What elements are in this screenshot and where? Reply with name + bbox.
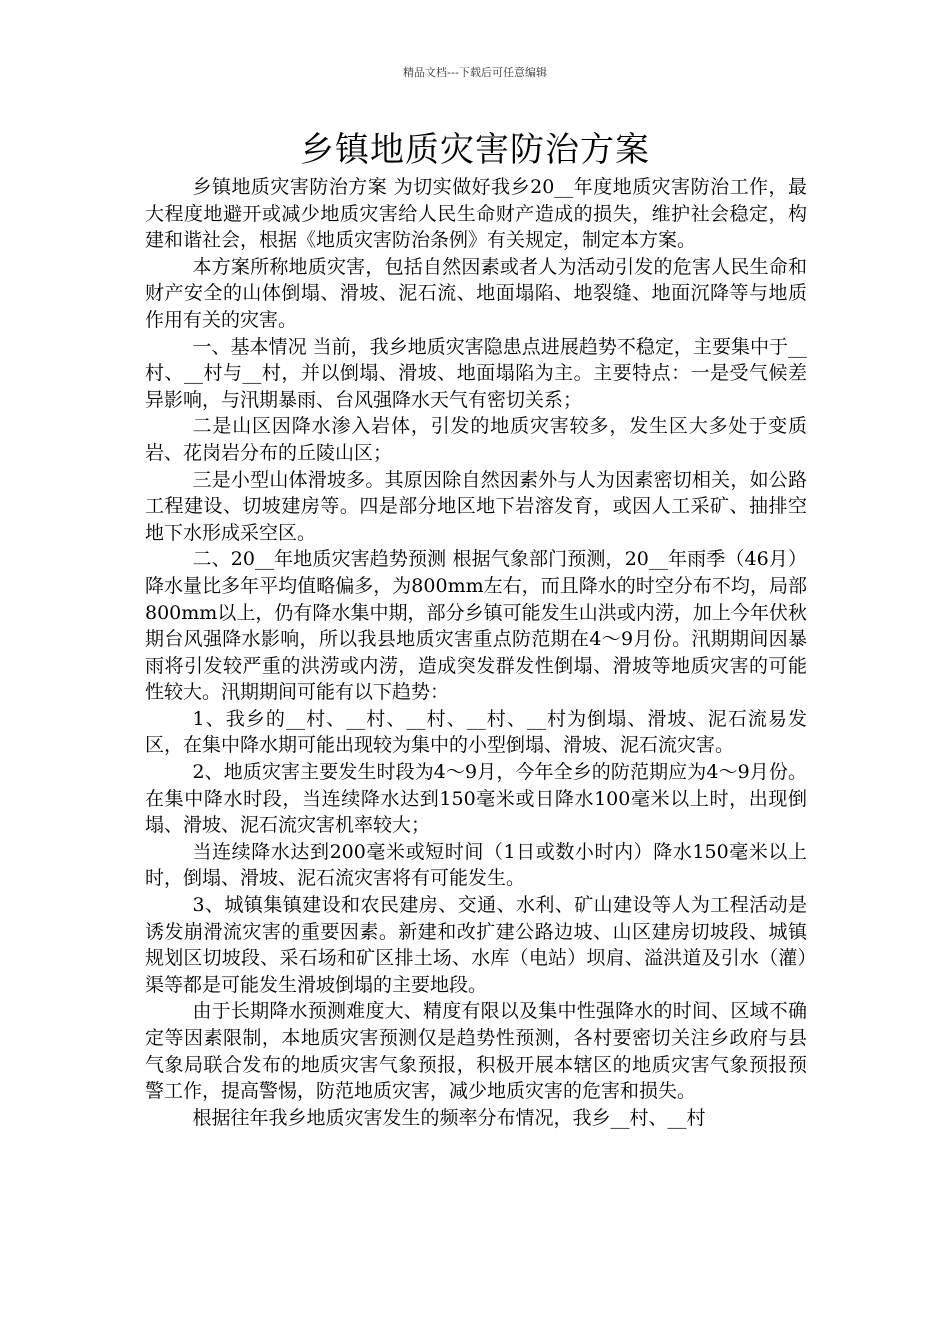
paragraph-trend-forecast: 二、20__年地质灾害趋势预测 根据气象部门预测，20__年雨季（46月）降水量比多年平均值略偏多，为800mm左右，而且降水的时空分布不均，局部800mm以上，仍有降水集中期，部分乡镇可能发生山洪或内涝，加上今年伏秋期台风强降水影响，所以我县地质灾害重点防范期在4～9月份。汛期期间因暴雨将引发较严重的洪涝或内涝，造成突发群发性倒塌、滑坡等地质灾害的可能性较大。汛期期间可能有以下趋势： xyxy=(145,548,807,704)
document-header-note: 精品文档---下载后可任意编辑 xyxy=(403,66,547,79)
paragraph-trend-2-continued: 当连续降水达到200毫米或短时间（1日或数小时内）降水150毫米以上时，倒塌、滑坡、泥石流灾害将有可能发生。 xyxy=(145,840,807,890)
paragraph-trend-2: 2、地质灾害主要发生时段为4～9月，今年全乡的防范期应为4～9月份。在集中降水时段，当连续降水达到150毫米或日降水100毫米以上时，出现倒塌、滑坡、泥石流灾害机率较大； xyxy=(145,761,807,837)
paragraph-trend-3: 3、城镇集镇建设和农民建房、交通、水利、矿山建设等人为工程活动是诱发崩滑流灾害的重要因素。新建和改扩建公路边坡、山区建房切坡段、城镇规划区切坡段、采石场和矿区排土场、水库（电站）坝肩、溢洪道及引水（灌）渠等都是可能发生滑坡倒塌的主要地段。 xyxy=(145,894,807,996)
document-body xyxy=(145,174,807,1131)
paragraph-feature-three: 三是小型山体滑坡多。其原因除自然因素外与人为因素密切相关，如公路工程建设、切坡建房等。四是部分地区地下岩溶发育，或因人工采矿、抽排空地下水形成采空区。 xyxy=(145,468,807,544)
paragraph-basic-situation: 一、基本情况 当前，我乡地质灾害隐患点进展趋势不稳定，主要集中于__村、__村与__村，并以倒塌、滑坡、地面塌陷为主。主要特点：一是受气候差异影响，与汛期暴雨、台风强降水天气有密切关系； xyxy=(145,335,807,411)
paragraph-intro: 乡镇地质灾害防治方案 为切实做好我乡20__年度地质灾害防治工作，最大程度地避开或减少地质灾害给人民生命财产造成的损失，维护社会稳定，构建和谐社会，根据《地质灾害防治条例》有关规定，制定本方案。 xyxy=(145,176,807,252)
document-title: 乡镇地质灾害防治方案 xyxy=(300,130,650,170)
paragraph-frequency: 根据往年我乡地质灾害发生的频率分布情况，我乡__村、__村 xyxy=(192,1106,706,1129)
paragraph-trend-1: 1、我乡的__村、__村、__村、__村、__村为倒塌、滑坡、泥石流易发区，在集中降水期可能出现较为集中的小型倒塌、滑坡、泥石流灾害。 xyxy=(145,707,807,757)
paragraph-forecast-limits: 由于长期降水预测难度大、精度有限以及集中性强降水的时间、区域不确定等因素限制，本地质灾害预测仅是趋势性预测，各村要密切关注乡政府与县气象局联合发布的地质灾害气象预报，积极开展本辖区的地质灾害气象预报预警工作，提高警惕，防范地质灾害，减少地质灾害的危害和损失。 xyxy=(145,1000,807,1103)
paragraph-feature-two: 二是山区因降水渗入岩体，引发的地质灾害较多，发生区大多处于变质岩、花岗岩分布的丘陵山区； xyxy=(145,415,807,464)
paragraph-definition: 本方案所称地质灾害，包括自然因素或者人为活动引发的危害人民生命和财产安全的山体倒塌、滑坡、泥石流、地面塌陷、地裂缝、地面沉降等与地质作用有关的灾害。 xyxy=(145,255,807,331)
